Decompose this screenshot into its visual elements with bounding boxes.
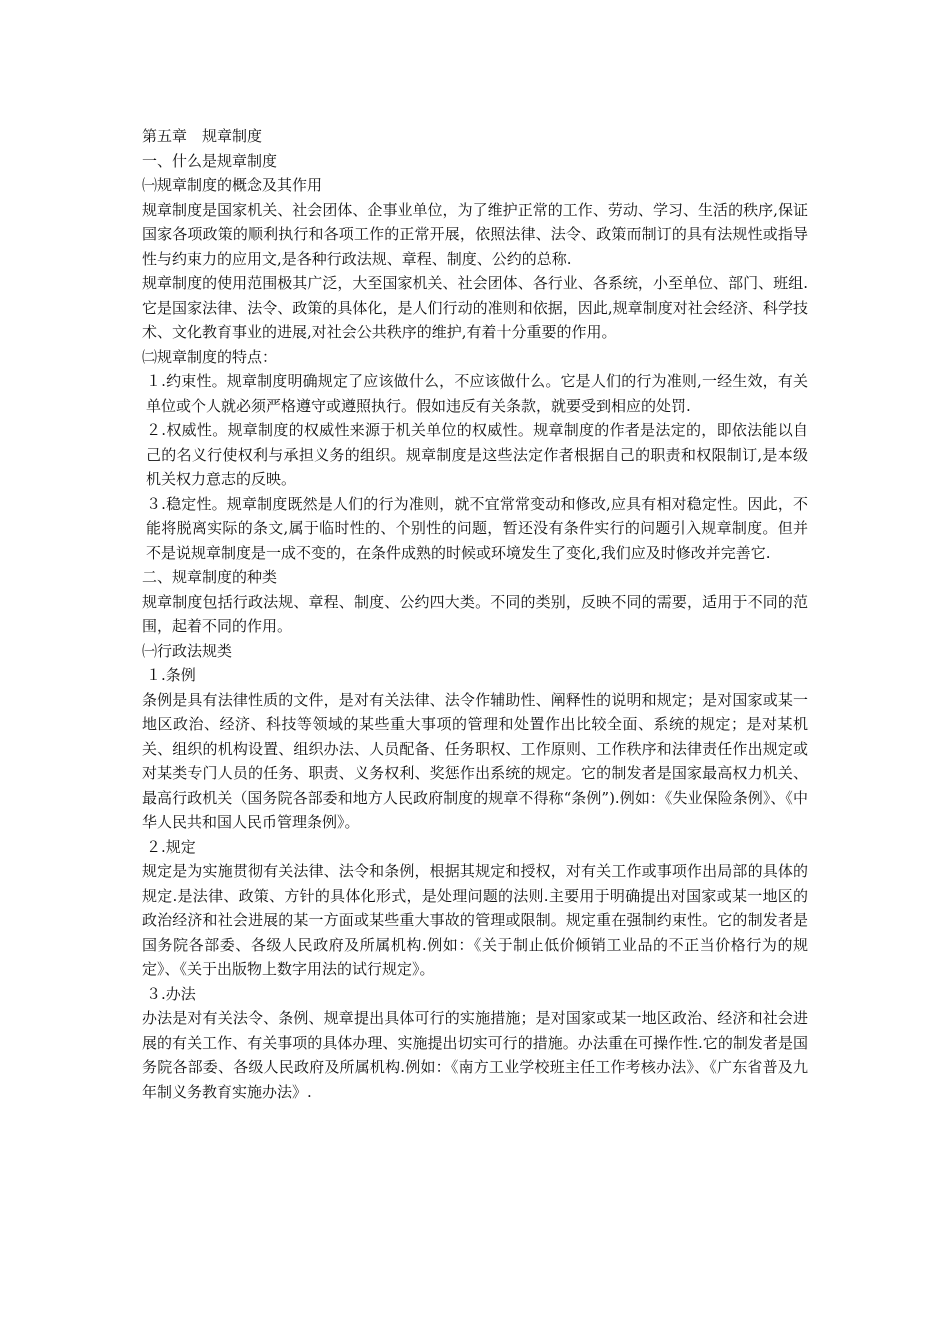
paragraph: 办法是对有关法令、条例、规章提出具体可行的实施措施；是对国家或某一地区政治、经济和社会进展的有关工作、有关事项的具体办理、实施提出切实可行的措施。办法重在可操作性.它的制发者是国务院各部委、各级人民政府及所属机构.例如：《南方工业学校班主任工作考核办法》、《广东省普及九年制义务教育实施办法》. [142,1009,808,1101]
document-page [142,124,808,1104]
paragraph: 规章制度是国家机关、社会团体、企事业单位，为了维护正常的工作、劳动、学习、生活的秩序,保证国家各项政策的顺利执行和各项工作的正常开展，依照法律、法令、政策而制订的具有法规性或指导性与约束力的应用文,是各种行政法规、章程、制度、公约的总称. [142,200,808,268]
subsection-heading: ㈠行政法规类 [142,641,233,660]
paragraph: 条例是具有法律性质的文件，是对有关法律、法令作辅助性、阐释性的说明和规定；是对国家或某一地区政治、经济、科技等领域的某些重大事项的管理和处置作出比较全面、系统的规定；是对某机关、组织的机构设置、组织办法、人员配备、任务职权、工作原则、工作秩序和法律责任作出规定或对某类专门人员的任务、职责、义务权利、奖惩作出系统的规定。它的制发者是国家最高权力机关、最高行政机关（国务院各部委和地方人民政府制度的规章不得称“条例”).例如：《失业保险条例》、《中华人民共和国人民币管理条例》。 [142,690,808,831]
subsection-heading: ㈡规章制度的特点： [142,347,278,366]
chapter-title: 第五章 规章制度 [142,127,263,145]
paragraph: 规章制度包括行政法规、章程、制度、公约四大类。不同的类别，反映不同的需要，适用于不同的范围，起着不同的作用。 [142,592,808,635]
paragraph: ３.稳定性。规章制度既然是人们的行为准则，就不宜常常变动和修改,应具有相对稳定性。因此，不能将脱离实际的条文,属于临时性的、个别性的问题，暂还没有条件实行的问题引入规章制度。但并不是说规章制度是一成不变的，在条件成熟的时候或环境发生了变化,我们应及时修改并完善它. [146,494,808,562]
section-heading: 一、什么是规章制度 [142,151,278,170]
subsection-heading: ㈠规章制度的概念及其作用 [142,176,323,194]
paragraph: 规章制度的使用范围极其广泛，大至国家机关、社会团体、各行业、各系统，小至单位、部门、班组.它是国家法律、法令、政策的具体化，是人们行动的准则和依据，因此,规章制度对社会经济、科学技术、文化教育事业的进展,对社会公共秩序的维护,有着十分重要的作用。 [142,274,808,341]
item-heading: ２.规定 [146,837,196,856]
paragraph: １.约束性。规章制度明确规定了应该做什么，不应该做什么。它是人们的行为准则,一经生效，有关单位或个人就必须严格遵守或遵照执行。假如违反有关条款，就要受到相应的处罚. [146,372,808,415]
item-heading: １.条例 [146,666,196,684]
paragraph: 规定是为实施贯彻有关法律、法令和条例，根据其规定和授权，对有关工作或事项作出局部的具体的规定.是法律、政策、方针的具体化形式，是处理问题的法则.主要用于明确提出对国家或某一地区的政治经济和社会进展的某一方面或某些重大事故的管理或限制。规定重在强制约束性。它的制发者是国务院各部委、各级人民政府及所属机构.例如：《关于制止低价倾销工业品的不正当价格行为的规定》、《关于出版物上数字用法的试行规定》。 [142,862,808,978]
item-heading: ３.办法 [146,984,196,1003]
paragraph: ２.权威性。规章制度的权威性来源于机关单位的权威性。规章制度的作者是法定的，即依法能以自己的名义行使权利与承担义务的组织。规章制度是这些法定作者根据自己的职责和权限制订,是本级机关权力意志的反映。 [146,421,808,488]
section-heading: 二、规章制度的种类 [142,568,278,586]
